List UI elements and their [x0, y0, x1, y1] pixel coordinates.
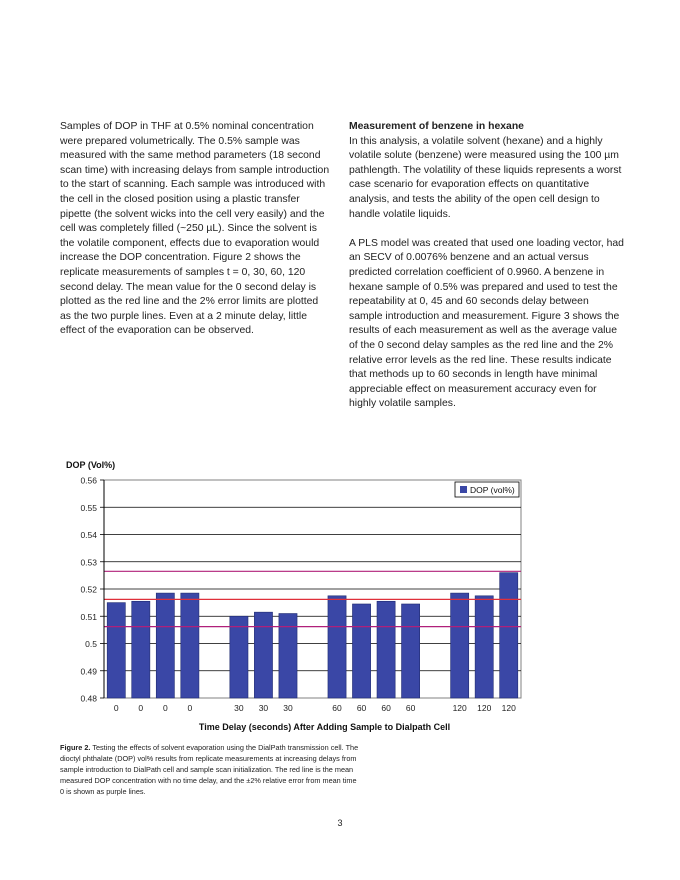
left-column: [60, 120, 332, 354]
data-bar: [132, 601, 150, 698]
data-bar: [402, 604, 420, 698]
data-bar: [254, 612, 272, 698]
x-tick-label: 120: [477, 703, 492, 713]
data-bar: [500, 573, 518, 698]
y-tick-label: 0.56: [80, 475, 97, 486]
y-tick-label: 0.48: [80, 693, 97, 704]
page-number: 3: [337, 818, 343, 828]
dop-chart: [58, 452, 528, 737]
y-tick-label: 0.53: [80, 557, 97, 568]
x-tick-label: 0: [113, 703, 119, 713]
right-paragraph-2: A PLS model was created that used one loading vector, had an SECV of 0.0076% benzene and an actual versus predicted correlation coefficient of 0.9960. A benzene in hexane sample of 0.5% was prepared and used to test the repeatability at 0, 45 and 60 seconds delay between sample introduction and measurement. Figure 3 shows the results of each measurement as well as the average value of the 0 second delay samples as the red line and the 2% relative error levels as the red line. These results indicate that methods up to 60 seconds in length have minimal appreciable effect on measurement accuracy even for highly volatile samples.: [349, 237, 624, 410]
x-tick-label: 120: [452, 703, 467, 713]
section-heading: Measurement of benzene in hexane: [349, 121, 524, 132]
data-bar: [475, 596, 493, 698]
x-tick-label: 0: [138, 703, 144, 713]
legend-label: DOP (vol%): [470, 485, 515, 495]
data-bar: [156, 593, 174, 698]
left-paragraph: Samples of DOP in THF at 0.5% nominal concentration were prepared volumetrically. The 0.5% sample was measured with the same method parameters (18 second scan time) with increasing delays from sample introduction to the start of scanning. Each sample was introduced with the cell in the closed position using a plastic transfer pipette (the solvent wicks into the cell very easily) and the cell was completely filled (~250 µL). Since the solvent is the volatile component, effects due to evaporation would increase the DOP concentration. Figure 2 shows the replicate measurements of samples t = 0, 30, 60, 120 second delay. The mean value for the 0 second delay is plotted as the red line and the 2% error limits are plotted as the two purple lines. Even at a 2 minute delay, little effect of the evaporation can be observed.: [60, 121, 330, 337]
y-tick-label: 0.52: [80, 584, 97, 595]
x-tick-label: 0: [162, 703, 168, 713]
x-tick-label: 30: [283, 703, 293, 713]
chart-svg: [58, 452, 528, 737]
data-bar: [377, 601, 395, 698]
data-bar: [230, 616, 248, 698]
chart-title: DOP (Vol%): [66, 460, 116, 470]
data-bar: [181, 593, 199, 698]
x-tick-label: 120: [501, 703, 516, 713]
data-bar: [451, 593, 469, 698]
y-tick-label: 0.55: [80, 502, 97, 513]
x-tick-label: 0: [187, 703, 193, 713]
caption-text: Testing the effects of solvent evaporation using the DialPath transmission cell. The dioctyl phthalate (DOP) vol% results from replicate measurements at increasing delays from sample introduction to DialPath cell and sample scan initialization. The red line is the mean measured DOP concentration with no time delay, and the ±2% relative error from mean time 0 is shown as purple lines.: [60, 743, 359, 796]
x-tick-label: 60: [356, 703, 367, 713]
right-paragraph-1: In this analysis, a volatile solvent (hexane) and a highly volatile solute (benzene) were measured using the 100 µm pathlength. The volatility of these liquids represents a worst case scenario for evaporation effects on quantitative analysis, and tests the ability of the open cell design to handle volatile liquids.: [349, 135, 622, 220]
data-bar: [107, 603, 125, 698]
caption-label: Figure 2.: [60, 743, 91, 752]
figure-caption: [60, 742, 360, 797]
y-tick-label: 0.49: [80, 666, 97, 677]
legend-swatch: [460, 486, 467, 493]
x-axis-label: Time Delay (seconds) After Adding Sample to Dialpath Cell: [198, 722, 451, 732]
x-tick-label: 60: [381, 703, 391, 713]
data-bar: [352, 604, 370, 698]
right-column: [349, 120, 624, 426]
x-tick-label: 60: [405, 703, 416, 713]
data-bar: [328, 596, 346, 698]
x-tick-label: 30: [258, 703, 269, 713]
y-tick-label: 0.51: [80, 611, 97, 622]
y-tick-label: 0.54: [80, 530, 97, 540]
chart-legend: [455, 482, 519, 497]
x-tick-label: 60: [332, 703, 342, 713]
y-tick-label: 0.5: [85, 639, 97, 649]
x-tick-label: 30: [234, 703, 244, 713]
